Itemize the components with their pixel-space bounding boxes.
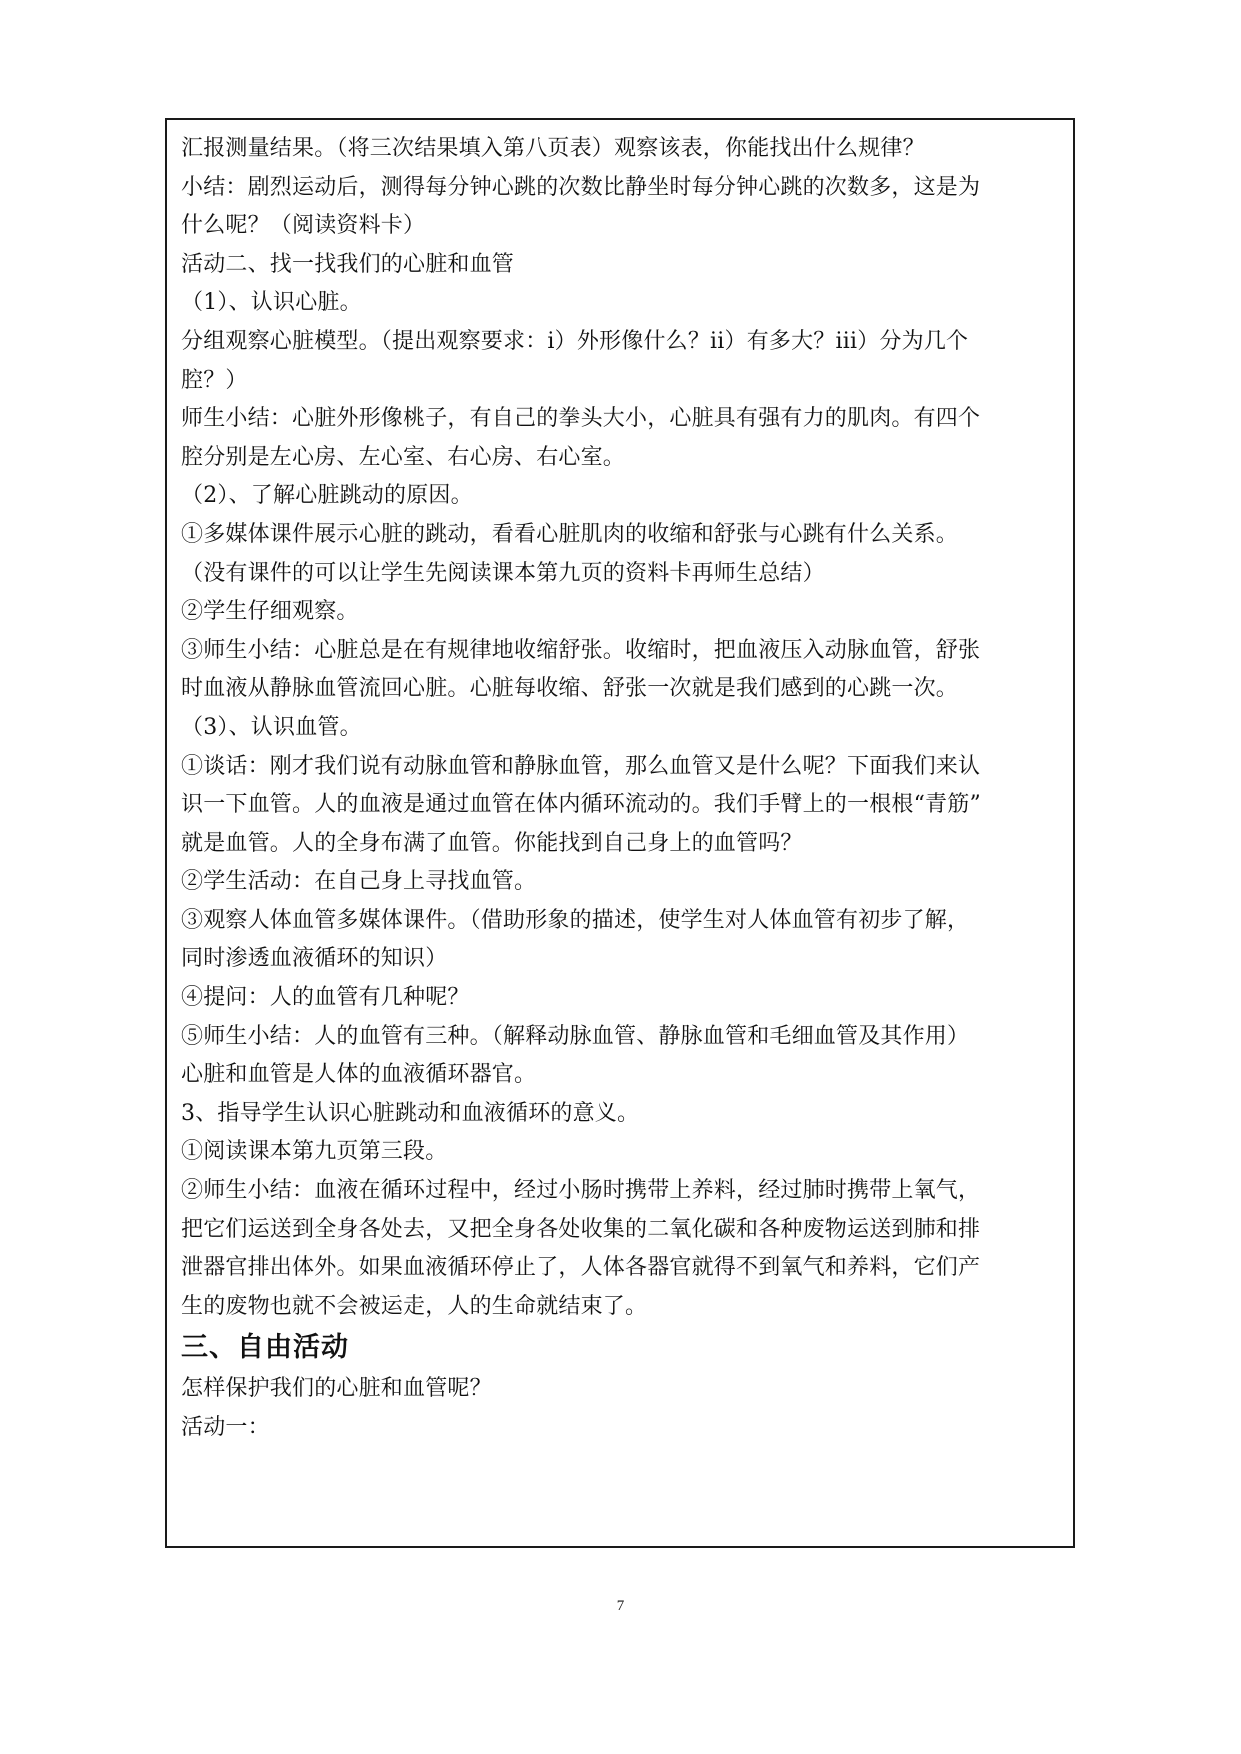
- content-table-cell: [165, 118, 1075, 1548]
- text-line: ①阅读课本第九页第三段。: [181, 1139, 448, 1165]
- activity-title: 活动二、找一找我们的心脏和血管: [181, 251, 515, 277]
- lesson-body: [181, 130, 1063, 1448]
- text-line: 汇报测量结果。（将三次结果填入第八页表）观察该表，你能找出什么规律？: [181, 136, 925, 161]
- text-line: 同时渗透血液循环的知识）: [181, 946, 448, 972]
- step-title: 3、指导学生认识心脏跳动和血液循环的意义。: [181, 1100, 640, 1126]
- text-line: 什么呢？（阅读资料卡）: [181, 213, 426, 239]
- text-line: （没有课件的可以让学生先阅读课本第九页的资料卡再师生总结）: [181, 560, 825, 586]
- text-line: 时血液从静脉血管流回心脏。心脏每收缩、舒张一次就是我们感到的心跳一次。: [181, 676, 959, 702]
- text-line: 生的废物也就不会被运走，人的生命就结束了。: [181, 1293, 648, 1319]
- section-heading: 三、自由活动: [181, 1332, 349, 1364]
- subsection-title: （2）、了解心脏跳动的原因。: [181, 483, 473, 509]
- text-line: ⑤师生小结：人的血管有三种。（解释动脉血管、静脉血管和毛细血管及其作用）: [181, 1023, 970, 1049]
- text-line: ②学生活动：在自己身上寻找血管。: [181, 869, 537, 895]
- text-line: ①多媒体课件展示心脏的跳动，看看心脏肌肉的收缩和舒张与心跳有什么关系。: [181, 521, 959, 547]
- text-line: ②学生仔细观察。: [181, 599, 359, 625]
- text-line: 分组观察心脏模型。（提出观察要求：i）外形像什么？ii）有多大？iii）分为几个: [181, 328, 969, 354]
- text-line: 腔？）: [181, 367, 248, 393]
- text-line: 泄器官排出体外。如果血液循环停止了，人体各器官就得不到氧气和养料，它们产: [181, 1255, 981, 1281]
- text-line: ③师生小结：心脏总是在有规律地收缩舒张。收缩时，把血液压入动脉血管，舒张: [181, 637, 981, 663]
- text-line: ③观察人体血管多媒体课件。（借助形象的描述，使学生对人体血管有初步了解，: [181, 907, 970, 933]
- text-line: 把它们运送到全身各处去，又把全身各处收集的二氧化碳和各种废物运送到肺和排: [181, 1216, 981, 1242]
- text-line: 腔分别是左心房、左心室、右心房、右心室。: [181, 444, 626, 470]
- subsection-title: （1）、认识心脏。: [181, 290, 362, 316]
- subsection-title: （3）、认识血管。: [181, 714, 362, 740]
- text-line: 识一下血管。人的血液是通过血管在体内循环流动的。我们手臂上的一根根“青筋”: [181, 792, 981, 818]
- text-line: 怎样保护我们的心脏和血管呢？: [181, 1376, 492, 1402]
- text-line: 师生小结：心脏外形像桃子，有自己的拳头大小，心脏具有强有力的肌肉。有四个: [181, 406, 981, 432]
- text-line: ②师生小结：血液在循环过程中，经过小肠时携带上养料，经过肺时携带上氧气，: [181, 1178, 981, 1204]
- text-line: ①谈话：刚才我们说有动脉血管和静脉血管，那么血管又是什么呢？下面我们来认: [181, 753, 981, 779]
- text-line: 就是血管。人的全身布满了血管。你能找到自己身上的血管吗？: [181, 830, 803, 856]
- text-line: 心脏和血管是人体的血液循环器官。: [181, 1062, 537, 1088]
- page-number: 7: [616, 1598, 625, 1614]
- text-line: 小结：剧烈运动后，测得每分钟心跳的次数比静坐时每分钟心跳的次数多，这是为: [181, 174, 981, 200]
- text-line: ④提问：人的血管有几种呢？: [181, 985, 470, 1011]
- activity-title: 活动一：: [181, 1415, 270, 1440]
